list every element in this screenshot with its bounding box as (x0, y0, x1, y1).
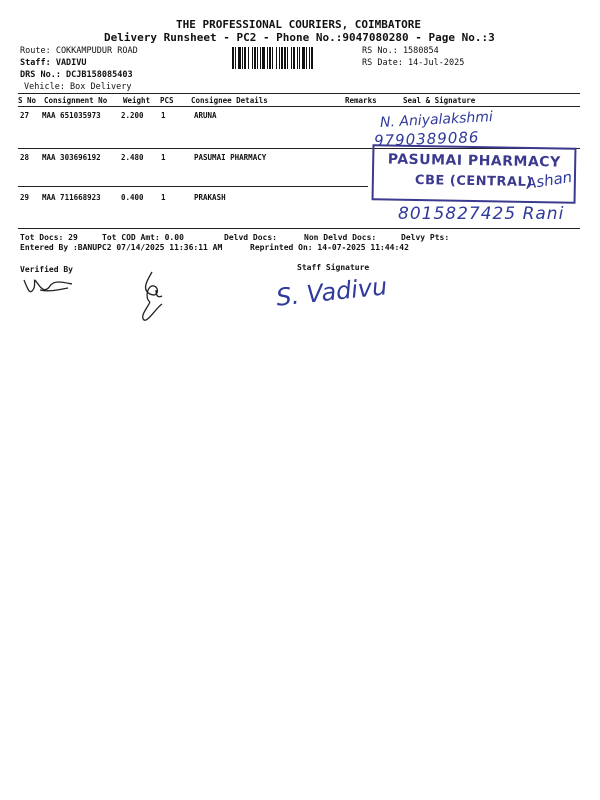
table-row-sno: 29 (20, 193, 30, 202)
route-label: Route: COKKAMPUDUR ROAD (20, 46, 138, 56)
stamp-line-1: PASUMAI PHARMACY (387, 151, 561, 171)
drs-number: DRS No.: DCJB158085403 (20, 70, 133, 80)
table-row-consignment: MAA 303696192 (42, 153, 101, 162)
col-header-pcs: PCS (160, 96, 174, 105)
non-delivered-docs: Non Delvd Docs: (304, 233, 377, 242)
row-rule (18, 186, 368, 187)
entered-by: Entered By :BANUPC2 07/14/2025 11:36:11 AM (20, 243, 223, 252)
table-header-rule (18, 106, 580, 107)
table-bottom-rule (18, 228, 580, 229)
table-row-sno: 27 (20, 111, 30, 120)
delivery-points: Delvy Pts: (401, 233, 450, 242)
table-row-consignee: ARUNA (194, 111, 217, 120)
table-row-pcs: 1 (161, 153, 166, 162)
rs-number: RS No.: 1580854 (362, 46, 439, 56)
vehicle-label: Vehicle: Box Delivery (24, 82, 132, 92)
table-row-consignee: PRAKASH (194, 193, 226, 202)
table-row-consignment: MAA 711668923 (42, 193, 101, 202)
verified-by-signature (18, 270, 78, 300)
initials-signature (132, 268, 172, 324)
table-row-pcs: 1 (161, 193, 166, 202)
staff-signature-label: Staff Signature (297, 263, 370, 272)
table-row-consignee: PASUMAI PHARMACY (194, 153, 267, 162)
tot-docs: Tot Docs: 29 (20, 233, 78, 242)
col-header-seal: Seal & Signature (403, 96, 476, 105)
handwritten-phone: 9790389086 (373, 128, 480, 150)
table-row-weight: 2.480 (121, 153, 144, 162)
rs-date: RS Date: 14-Jul-2025 (362, 58, 465, 68)
reprinted-on: Reprinted On: 14-07-2025 11:44:42 (250, 243, 409, 252)
company-title: THE PROFESSIONAL COURIERS, COIMBATORE (176, 18, 422, 31)
col-header-weight: Weight (123, 96, 151, 105)
col-header-consignment: Consignment No (44, 96, 108, 105)
verified-by-label: Verified By (20, 265, 73, 274)
col-header-remarks: Remarks (345, 96, 377, 105)
col-header-consignee: Consignee Details (191, 96, 268, 105)
stamp-line-2: CBE (CENTRAL) (414, 172, 533, 191)
delivered-docs: Delvd Docs: (224, 233, 277, 242)
col-header-sno: S No (18, 96, 37, 105)
runsheet-subtitle: Delivery Runsheet - PC2 - Phone No.:9047080280 - Page No.:3 (104, 31, 495, 44)
table-row-pcs: 1 (161, 111, 166, 120)
handwritten-name: N. Aniyalakshmi (379, 109, 494, 131)
table-top-rule (18, 93, 580, 94)
pharmacy-stamp (372, 144, 577, 204)
table-row-weight: 2.200 (121, 111, 144, 120)
stamp-signature: Ashan (524, 167, 574, 193)
handwritten-phone-rani: 8015827425 Rani (398, 204, 565, 224)
table-row-sno: 28 (20, 153, 30, 162)
barcode-image (232, 47, 358, 69)
staff-label: Staff: VADIVU (20, 58, 87, 68)
table-row-consignment: MAA 651035973 (42, 111, 101, 120)
staff-signed-name: S. Vadivu (274, 272, 389, 312)
tot-cod-amount: Tot COD Amt: 0.00 (102, 233, 184, 242)
table-row-weight: 0.400 (121, 193, 144, 202)
